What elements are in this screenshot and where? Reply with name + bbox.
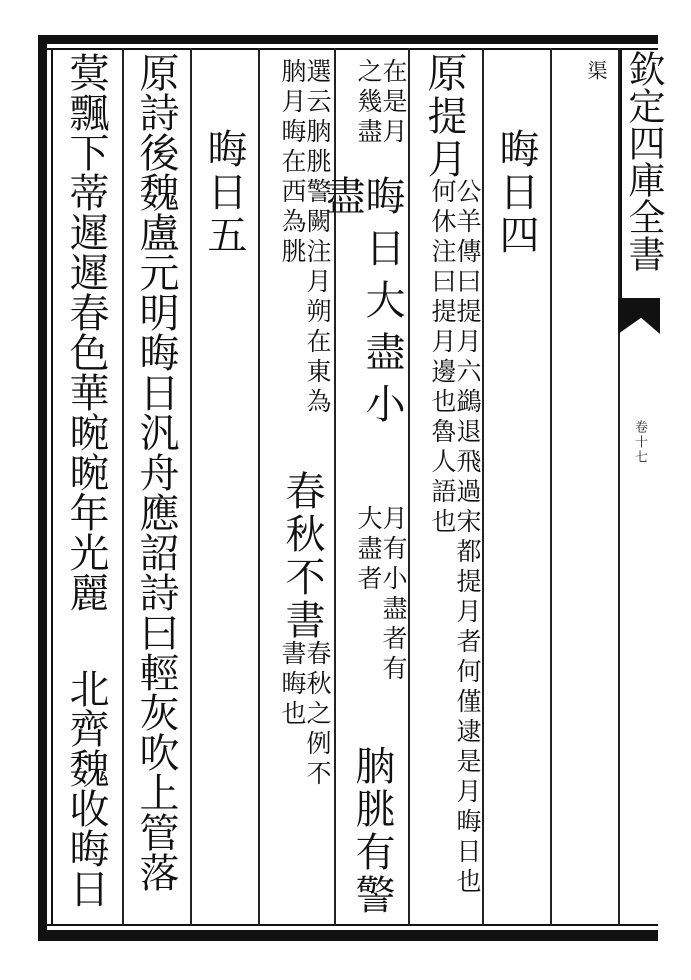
section-title-5: 晦日五: [201, 128, 247, 257]
frame-inner-top-line: [47, 48, 658, 50]
text-column-main: 蓂飄下蒂遲遲春色華晼晼年光麗: [63, 52, 109, 612]
column-rule: [550, 48, 552, 926]
frame-top-border: [38, 35, 658, 44]
text-column-main: 春秋不書: [279, 470, 325, 642]
text-column-annotation: 月有小盡者有大盡者: [354, 505, 408, 685]
text-column-annotation: 公羊傳曰提月六鷁退飛過宋都提月者何僅逮是月晦日也何休注曰提月邊也魯人語也: [428, 178, 482, 898]
text-column-main: 北齊魏收晦日: [63, 668, 109, 908]
text-column-annotation: 春秋之例不書晦也: [278, 640, 332, 790]
book-title: 欽定四庫全書: [620, 50, 662, 305]
frame-inner-bottom-line: [47, 924, 658, 926]
frame-inner-left-line: [51, 48, 53, 926]
column-rule: [122, 48, 124, 926]
column-rule: [482, 48, 484, 926]
frame-left-border: [38, 35, 47, 941]
section-title-4: 晦日四: [493, 128, 539, 257]
text-column-annotation: 在是月之幾盡: [354, 58, 408, 148]
column-rule: [408, 48, 410, 926]
text-column-main: 原提月: [421, 52, 467, 181]
volume-label: 卷十七: [632, 420, 647, 465]
text-column-annotation: 選云朒朓警闕注月朔在東為朒月晦在西為朓: [278, 58, 332, 418]
text-column-main: 朒朓有警: [349, 745, 395, 917]
text-column-main: 原詩後魏盧元明晦日汎舟應詔詩曰輕灰吹上管落: [133, 52, 179, 892]
column-rule: [258, 48, 260, 926]
column-rule: [190, 48, 192, 926]
frame-bottom-border: [38, 930, 658, 941]
text-column-main: 晦日大盡小盡: [319, 175, 405, 435]
fishtail-mark: [618, 298, 660, 334]
text-column-continuation: 渠: [584, 60, 608, 81]
